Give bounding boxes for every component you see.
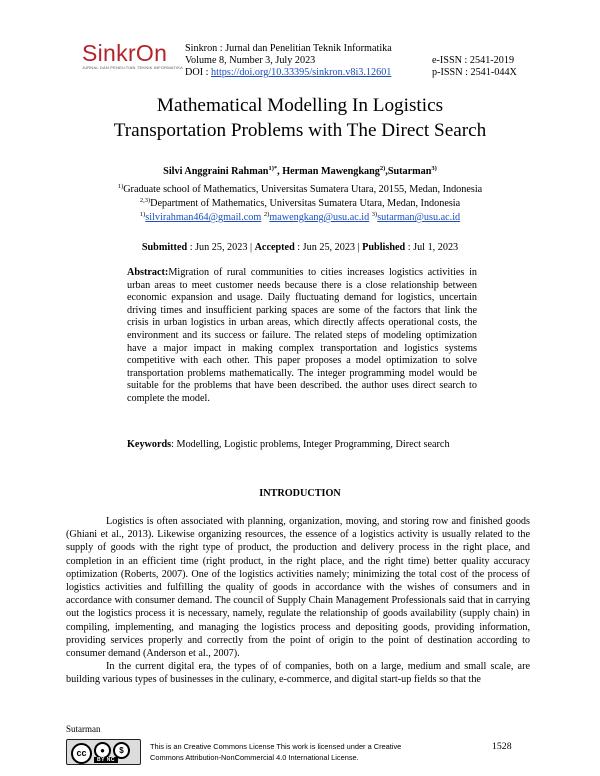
- page-number: 1528: [492, 741, 512, 752]
- keywords-label: Keywords: [127, 439, 172, 450]
- journal-name: Sinkron : Jurnal dan Penelitian Teknik Informatika: [185, 43, 392, 54]
- title-line-1: Mathematical Modelling In Logistics: [156, 95, 444, 116]
- affiliation-2: $^{2,3)}$Department of Mathematics, Universitas Sumatera Utara, Medan, Indonesia: [139, 197, 461, 209]
- paragraph-1: Logistics is often associated with planning, organization, moving, and storing row and finished goods (Ghiani et al., 2013). Likewise organizing resources, the essence of a logistics activity is usually related to the supply of goods with the right type of product, the production and delivery process in the right place, and completion in an efficient time (right product, in the right place, and the right time) better quality accuracy optimization (Roberts, 2007). One of the logistics activities namely; minimizing the total cost of the process of logistics activities and fulfilling the quality of goods in accordance with the wishes of consumers and in accordance with consumer demand. The council of Supply Chain Management Professionals said that in carrying out the logistics process it is necessary, namely, regulate the relationship of goods availability (supply chain) in compiling, implementing, and managing the logistics process and depositing goods, providing information, providing services properly and correctly from the point of origin to the point of destination according to consumer demand (Anderson et al., 2007).: [66, 516, 530, 660]
- submission-dates: Submitted : Jun 25, 2023 | Accepted : Jun 25, 2023 | Published : Jul 1, 2023: [141, 242, 459, 253]
- volume-info: Volume 8, Number 3, July 2023: [185, 55, 316, 66]
- license-text: [150, 741, 401, 763]
- eissn: e-ISSN : 2541-2019: [432, 55, 515, 66]
- doi-line: DOI : https://doi.org/10.33395/sinkron.v8i3.12601: [185, 67, 392, 78]
- author-2: Herman Mawengkang: [282, 166, 380, 177]
- doi-link[interactable]: https://doi.org/10.33395/sinkron.v8i3.12601: [211, 67, 392, 78]
- author-list: Silvi Anggraini Rahman$^{1)*}$, Herman Mawengkang$^{2)}$,Sutarman$^{3)}$: [163, 165, 437, 177]
- author-1: Silvi Anggraini Rahman: [163, 166, 269, 177]
- title-line-2: Transportation Problems with The Direct Search: [113, 120, 487, 141]
- by-person-icon: ●: [94, 742, 111, 759]
- cc-labels: BY NC: [94, 757, 118, 763]
- paragraph-2: In the current digital era, the types of of companies, both on a large, medium and small scale, are building various types of businesses in the culinary, e-commerce, and digital start-up fields so that the: [66, 661, 530, 686]
- pissn: p-ISSN : 2541-044X: [432, 67, 517, 78]
- affiliation-1: $^{1)}$Graduate school of Mathematics, Universitas Sumatera Utara, 20155, Medan, Indonesia: [117, 183, 483, 195]
- license-line-2: Commons Attribution-NonCommercial 4.0 International License.: [150, 753, 359, 762]
- running-footer-author: Sutarman: [66, 724, 101, 734]
- nc-dollar-icon: $: [113, 742, 130, 759]
- keywords-text: : Modelling, Logistic problems, Integer Programming, Direct search: [171, 439, 450, 450]
- email-link-2[interactable]: mawengkang@usu.ac.id: [269, 212, 370, 223]
- cc-license-badge[interactable]: [66, 739, 141, 765]
- logo-tagline: JURNAL DAN PENELITIAN TEKNIK INFORMATIKA: [82, 65, 184, 70]
- introduction-body: [66, 515, 530, 687]
- logo-wordmark: SinkrOn: [82, 40, 168, 66]
- email-link-1[interactable]: silvirahman464@gmail.com: [145, 212, 262, 223]
- section-heading-introduction: INTRODUCTION: [259, 488, 341, 499]
- author-emails: $^{1)}$silvirahman464@gmail.com $^{2)}$mawengkang@usu.ac.id $^{3)}$sutarman@usu.ac.id: [139, 211, 461, 223]
- cc-icon: cc: [71, 743, 92, 764]
- email-link-3[interactable]: sutarman@usu.ac.id: [377, 212, 461, 223]
- abstract-label: Abstract:: [127, 267, 169, 278]
- abstract-text: Migration of rural communities to cities increases logistics activities in urban areas to meet customer needs because there is a close relationship between economic expansion and usage. Daily fluctuating demand for logistics, uncertain driving times and insufficient parking spaces are some of the factors that link the crisis in urban logistics in urban areas, which directly affects operational costs, the environment and its success or failure. The related steps of modeling optimization have a major impact in making complex transportation and logistics systems competitive with each other. This paper proposes a model optimization to solve transportation problems mathematically. The integer programming model would be suitable for the problems that have been described. the author uses direct search to complete the model.: [127, 267, 477, 404]
- keywords: [127, 439, 477, 452]
- license-line-1: This is an Creative Commons License This work is licensed under a Creative: [150, 742, 402, 751]
- paper-title: [0, 93, 600, 143]
- journal-logo: [82, 40, 184, 80]
- abstract: [127, 267, 477, 406]
- author-3: Sutarman: [387, 166, 432, 177]
